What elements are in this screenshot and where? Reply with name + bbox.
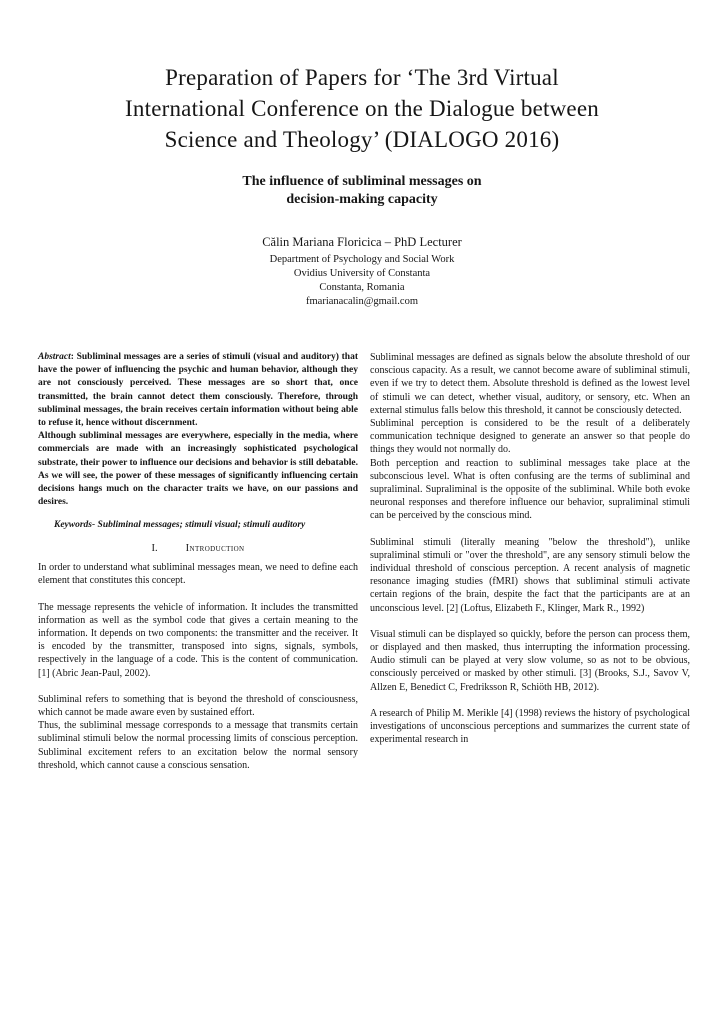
affiliation-university: Ovidius University of Constanta [293,268,431,279]
body-paragraph: Visual stimuli can be displayed so quickly, before the person can process them, or displayed and then masked, thus interrupting the information processing. Audio stimuli can be played at very slow volume, so as not to be obvious, consciously perceived or masked by other stimuli. [3] (Brooks, S.J., Savov V, Allzen E, Benedict C, Fredriksson R, Schiöth HB, 2012). [370,628,690,693]
abstract-text-1: : Subliminal messages are a series of stimuli (visual and auditory) that have the power of influencing the psychic and human behavior, although they are not consciously perceived. These messages are so short that, once transmitted, the brain cannot detect them consciously. Therefore, through subliminal messages, the brain receives certain information without being able to refuse it, hence without discernment. [38,352,358,429]
section-title: Introduction [185,543,245,555]
paper-title [0,0,724,155]
body-paragraph: Subliminal refers to something that is beyond the threshold of consciousness, which cannot be made aware even by sustained effort. [38,693,358,718]
keywords-line: Keywords- Subliminal messages; stimuli visual; stimuli auditory [54,520,306,531]
body-paragraph: Both perception and reaction to subliminal messages take place at the subconscious level. What is often confusing are the terms of subliminal and supraliminal. Supraliminal is the opposite of the subliminal. While both evoke neuronal responses and therefore influence our behavior, supraliminal stimuli can be perceived by the conscious mind. [370,457,690,522]
paper-subtitle-line: decision-making capacity [286,191,438,207]
author-affiliation [0,253,724,309]
body-paragraph: Subliminal messages are defined as signals below the absolute threshold of our conscious capacity. As a result, we cannot become aware of subliminal stimuli, even if we try to detect them. Absolute threshold is defined as the lowest level of stimuli we can detect, whether visual, auditory, or sensory, etc. When an external stimulus falls below this threshold, it cannot be consciously detected. [370,352,690,416]
affiliation-city: Constanta, Romania [319,282,405,293]
affiliation-department: Department of Psychology and Social Work [269,254,455,265]
paper-subtitle [0,173,724,208]
right-column [370,351,690,772]
author-name: Călin Mariana Floricica – PhD Lecturer [262,235,462,249]
left-column [38,351,358,772]
paper-title-line: Science and Theology’ (DIALOGO 2016) [164,127,560,152]
body-paragraph: Subliminal perception is considered to be the result of a deliberately communication technique designed to generate an answer so that people do things they would not normally do. [370,418,690,456]
author-email: fmarianacalin@gmail.com [306,296,418,307]
author-block [0,234,724,309]
abstract-paragraph-1 [38,351,358,430]
section-heading-introduction [38,542,358,556]
paper-subtitle-line: The influence of subliminal messages on [242,174,482,189]
section-number: I. [151,543,158,555]
body-paragraph: Thus, the subliminal message corresponds to a message that transmits certain subliminal stimuli below the normal processing limits of conscious perception. Subliminal excitement refers to an excitation below the normal sensory threshold, which cannot cause a conscious sensation. [38,720,358,771]
two-column-body [0,351,724,772]
body-paragraph: A research of Philip M. Merikle [4] (1998) reviews the history of psychological investigations of unconscious perceptions and summarizes the current state of experimental research in [370,707,690,746]
paper-title-line: International Conference on the Dialogue between [125,96,599,121]
paper-title-line: Preparation of Papers for ‘The 3rd Virtual [165,65,559,90]
abstract-label: Abstract [38,352,71,362]
body-paragraph: In order to understand what subliminal messages mean, we need to define each element that constitutes this concept. [38,562,358,587]
body-paragraph: The message represents the vehicle of information. It includes the transmitted information as well as the symbol code that gives a certain meaning to the information. It depends on two components: the transmitter and the receiver. It is encoded by the transmitter, transposed into signs, signals, symbols, respectively in the language of a code. This is the content of communication. [1] (Abric Jean-Paul, 2002). [38,601,358,679]
body-paragraph: Subliminal stimuli (literally meaning "below the threshold"), unlike supraliminal stimuli or "over the threshold", are any sensory stimuli below the individual threshold of conscious perception. A recent analysis of magnetic resonance imaging studies (fMRI) shows that subliminal stimuli activate certain regions of the brain, despite the fact that the participants are at an unconscious level. [2] (Loftus, Elizabeth F., Klinger, Mark R., 1992) [370,536,690,614]
abstract-paragraph-2: Although subliminal messages are everywhere, especially in the media, where commercials are made with an increasingly sophisticated psychological substrate, their power to influence our decisions and behavior is still debatable. As we will see, the power of these messages of significantly influencing certain decisions hangs much on the character traits we have, on our passions and desires. [38,431,358,508]
